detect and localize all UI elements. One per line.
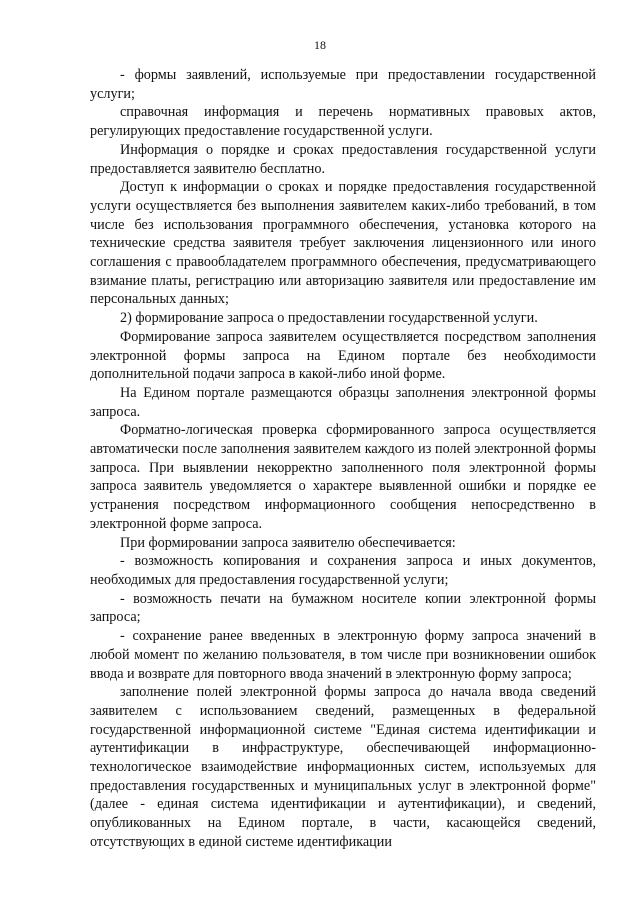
- paragraph-free-info: Информация о порядке и сроках предоставления государственной услуги предоставляется заявителю бесплатно.: [90, 141, 596, 177]
- paragraph-access-conditions: Доступ к информации о сроках и порядке предоставления государственной услуги осуществляется без выполнения заявителем каких-либо требований, в том числе без использования программного обеспечения, установка которого на технические средства заявителя требует заключения лицензионного или иного соглашения с правообладателем программного обеспечения, предусматривающего взимание платы, регистрацию или авторизацию заявителя или предоставление им персональных данных;: [90, 179, 596, 308]
- document-body: [90, 66, 596, 852]
- paragraph-provided-features-intro: При формировании запроса заявителю обеспечивается:: [120, 534, 456, 551]
- paragraph-application-forms: - формы заявлений, используемые при предоставлении государственной услуги;: [90, 67, 596, 102]
- paragraph-print: - возможность печати на бумажном носителе копии электронной формы запроса;: [90, 590, 596, 626]
- paragraph-format-check: Форматно-логическая проверка сформированного запроса осуществляется автоматически после заполнения заявителем каждого из полей электронной формы запроса. При выявлении некорректно заполненного поля электронной формы запроса заявитель уведомляется о характере выявленной ошибки и порядке ее устранения посредством информационного сообщения непосредственно в электронной форме запроса.: [90, 422, 596, 532]
- page-number: 18: [314, 38, 326, 52]
- paragraph-autofill: заполнение полей электронной формы запроса до начала ввода сведений заявителем с использованием сведений, размещенных в федеральной государственной информационной системе "Единая система идентификации и аутентификации в инфраструктуре, обеспечивающей информационно-технологическое взаимодействие информационных систем, используемых для предоставления государственных и муниципальных услуг в электронной форме" (далее - единая система идентификации и аутентификации), и сведений, опубликованных на Едином портале, в части, касающейся сведений, отсутствующих в единой системе идентификации: [90, 684, 596, 850]
- paragraph-copy-save: - возможность копирования и сохранения запроса и иных документов, необходимых для предоставления государственной услуги;: [90, 553, 596, 588]
- paragraph-request-formation-heading: 2) формирование запроса о предоставлении государственной услуги.: [120, 310, 538, 327]
- paragraph-samples: На Едином портале размещаются образцы заполнения электронной формы запроса.: [90, 384, 596, 420]
- paragraph-save-values: - сохранение ранее введенных в электронную форму запроса значений в любой момент по желанию пользователя, в том числе при возникновении ошибок ввода и возврате для повторного ввода значений в электронную форму запроса;: [90, 628, 596, 682]
- paragraph-reference-info: справочная информация и перечень нормативных правовых актов, регулирующих предоставление государственной услуги.: [90, 104, 596, 140]
- paragraph-request-formation: Формирование запроса заявителем осуществляется посредством заполнения электронной формы запроса на Едином портале без необходимости дополнительной подачи запроса в какой-либо иной форме.: [90, 328, 596, 383]
